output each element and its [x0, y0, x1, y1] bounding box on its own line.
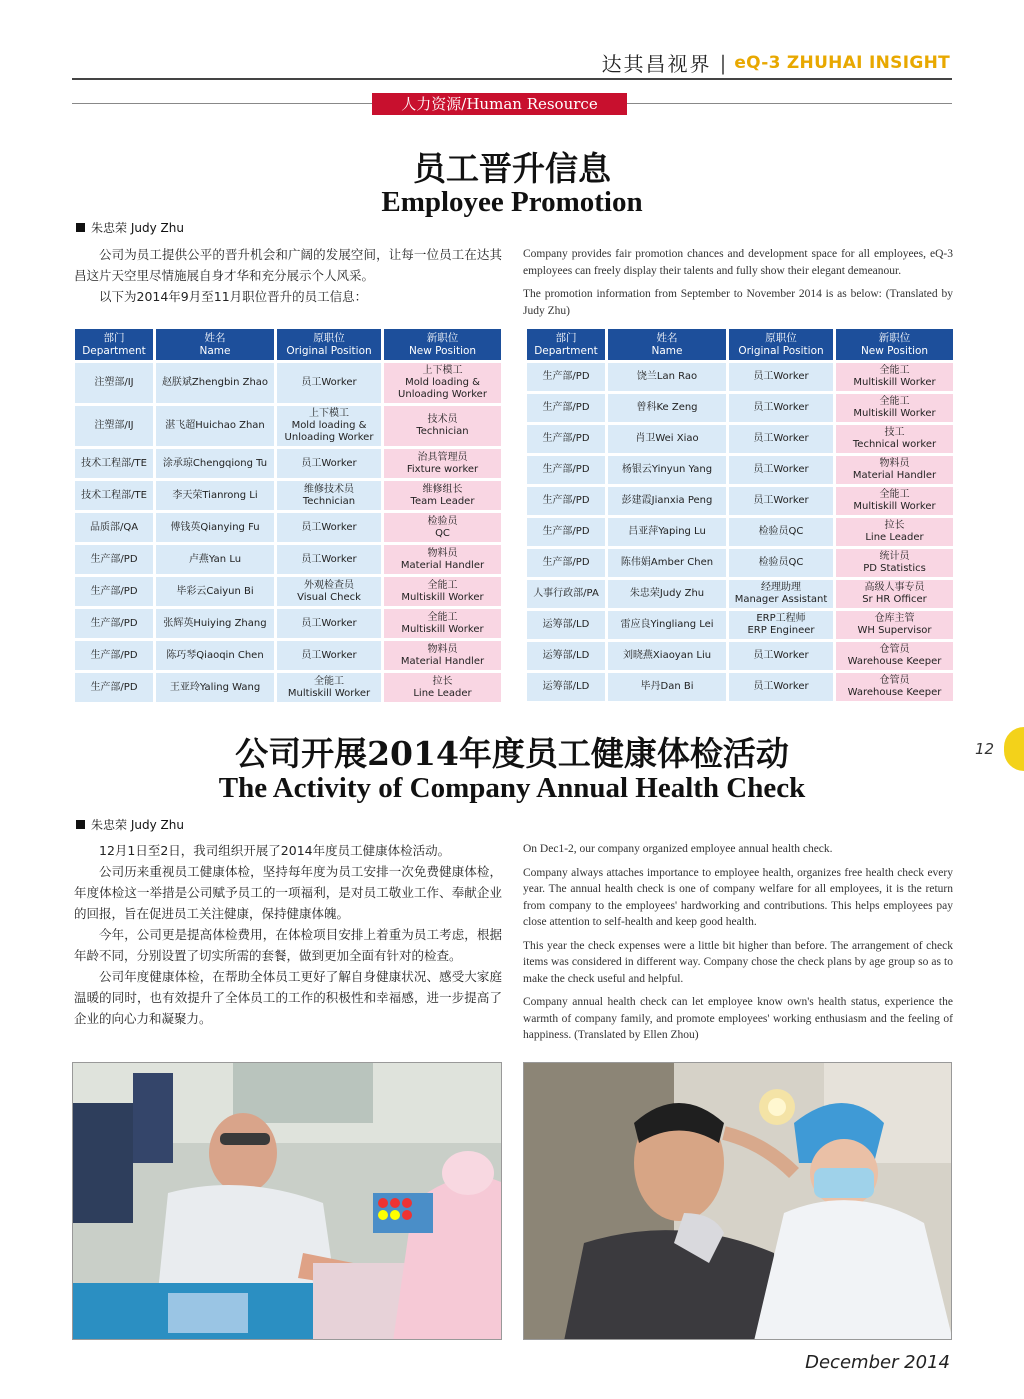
new-position-cell-line: 物料员	[879, 458, 910, 469]
eye-exam-photo	[523, 1062, 952, 1340]
new-position-cell	[836, 642, 953, 670]
brand-name-en: eQ-3 ZHUHAI INSIGHT	[734, 52, 950, 73]
new-position-cell-line: Warehouse Keeper	[847, 656, 942, 667]
department-cell: 运筹部/LD	[527, 673, 605, 701]
new-position-cell	[836, 363, 953, 391]
original-position-cell	[277, 609, 381, 638]
promotion-table-right	[524, 326, 956, 704]
new-position-cell-line: 统计员	[879, 551, 910, 562]
original-position-cell-line: Technician	[302, 495, 356, 507]
paragraph: 12月1日至2日，我司组织开展了2014年度员工健康体检活动。	[99, 843, 451, 858]
original-position-cell	[277, 449, 381, 478]
original-position-cell-line: 员工Worker	[301, 457, 357, 469]
original-position-cell-line: 员工Worker	[753, 402, 809, 413]
column-header	[608, 329, 726, 360]
original-position-cell-line: 员工Worker	[301, 649, 357, 661]
department-cell: 生产部/PD	[527, 425, 605, 453]
department-cell: 生产部/PD	[75, 577, 153, 606]
employee-name-cell: 彭建霞Jianxia Peng	[608, 487, 726, 515]
paragraph: 今年，公司更是提高体检费用，在体检项目安排上着重为员工考虑，根据年龄不同，分别设置了切实所需的套餐，做到更加全面有针对的检查。	[74, 927, 502, 963]
original-position-cell	[277, 641, 381, 670]
paragraph: Company always attaches importance to employee health, organizes free health check every year. The annual health check is one of company welfare for all employees, it is the return from company to the employees' hardworking and contributions. This helps employees pay close attention to self-health and keep good health.	[523, 866, 953, 928]
employee-name-cell: 毕丹Dan Bi	[608, 673, 726, 701]
paragraph: 公司年度健康体检，在帮助全体员工更好了解自身健康状况、感受大家庭温暖的同时，也有效提升了全体员工的工作的积极性和幸福感，进一步提高了企业的向心力和凝聚力。	[74, 969, 502, 1026]
paragraph: This year the check expenses were a little bit higher than before. The arrangement of check items was considered in different way. Company chose the check plans by age group so as to make the check useful and helpful.	[523, 939, 953, 985]
original-position-cell-line: 员工Worker	[753, 464, 809, 475]
column-header	[156, 329, 274, 360]
employee-name-cell: 曾科Ke Zeng	[608, 394, 726, 422]
new-position-cell-line: 全能工	[879, 489, 910, 500]
column-header-en: Department	[534, 344, 598, 357]
original-position-cell-line: 员工Worker	[753, 650, 809, 661]
new-position-cell	[384, 577, 501, 606]
original-position-cell-line: 员工Worker	[753, 495, 809, 506]
new-position-cell	[384, 545, 501, 574]
employee-name-cell: 湛飞超Huichao Zhan	[156, 406, 274, 446]
new-position-cell-line: Technical worker	[852, 439, 937, 450]
employee-name-cell: 毕彩云Caiyun Bi	[156, 577, 274, 606]
promotion-table-left	[72, 326, 504, 705]
paragraph: Company annual health check can let employee know own's health status, experience the warmth of company family, and promote employees' working enthusiasm and the feeling of happiness. (Translated by Ellen Zhou)	[523, 996, 953, 1041]
employee-name-cell: 赵朕斌Zhengbin Zhao	[156, 363, 274, 403]
paragraph: The promotion information from September to November 2014 is as below: (Translated by Judy Zhu)	[523, 288, 953, 317]
new-position-cell-line: Mold loading &	[405, 377, 480, 388]
employee-name-cell: 涂承琼Chengqiong Tu	[156, 449, 274, 478]
department-cell: 生产部/PD	[75, 641, 153, 670]
new-position-cell-line: 维修组长	[422, 483, 463, 495]
health-title-cn: 公司开展2014年度员工健康体检活动	[235, 734, 789, 773]
original-position-cell-line: 外观检查员	[304, 579, 354, 591]
new-position-cell	[836, 394, 953, 422]
column-header	[527, 329, 605, 360]
table-row	[75, 609, 501, 638]
new-position-cell-line: 仓管员	[879, 644, 910, 655]
original-position-cell-line: 经理助理	[761, 582, 801, 593]
original-position-cell-line: Unloading Worker	[284, 432, 374, 443]
column-header	[729, 329, 833, 360]
original-position-cell	[729, 549, 833, 577]
table-row	[75, 481, 501, 510]
new-position-cell-line: PD Statistics	[863, 563, 926, 574]
column-header	[836, 329, 953, 360]
table-row	[527, 549, 953, 577]
employee-name-cell: 陈巧琴Qiaoqin Chen	[156, 641, 274, 670]
health-title-en: The Activity of Company Annual Health Check	[218, 772, 806, 804]
department-cell: 人事行政部/PA	[527, 580, 605, 608]
new-position-cell-line: 检验员	[427, 515, 458, 527]
new-position-cell	[836, 518, 953, 546]
new-position-cell	[836, 456, 953, 484]
original-position-cell-line: 员工Worker	[301, 377, 357, 388]
new-position-cell-line: 拉长	[432, 675, 453, 687]
paragraph: 以下为2014年9月至11月职位晋升的员工信息：	[99, 289, 368, 304]
brand-separator: |	[719, 50, 727, 75]
new-position-cell-line: Technician	[416, 426, 469, 437]
original-position-cell	[277, 545, 381, 574]
promotion-title-en: Employee Promotion	[381, 186, 643, 218]
promotion-byline	[76, 219, 184, 236]
employee-name-cell: 陈伟娟Amber Chen	[608, 549, 726, 577]
new-position-cell-line: Multiskill Worker	[853, 501, 936, 512]
new-position-cell-line: Multiskill Worker	[853, 408, 936, 419]
column-header	[384, 329, 501, 360]
promotion-title-cn: 员工晋升信息	[413, 149, 611, 188]
department-cell: 生产部/PD	[527, 487, 605, 515]
table-row	[75, 363, 501, 403]
column-header	[75, 329, 153, 360]
column-header-en: Department	[82, 344, 146, 357]
new-position-cell	[384, 449, 501, 478]
original-position-cell-line: ERP Engineer	[747, 625, 815, 636]
employee-name-cell: 肖卫Wei Xiao	[608, 425, 726, 453]
original-position-cell	[729, 611, 833, 639]
section-banner: 人力资源/Human Resource	[372, 93, 627, 115]
column-header-cn: 新职位	[878, 331, 911, 344]
new-position-cell-line: Warehouse Keeper	[847, 687, 942, 698]
table-row	[527, 673, 953, 701]
table-row	[527, 518, 953, 546]
employee-name-cell: 杨银云Yinyun Yang	[608, 456, 726, 484]
table-row	[527, 394, 953, 422]
new-position-cell-line: 全能工	[427, 611, 458, 623]
new-position-cell-line: Line Leader	[413, 687, 472, 699]
new-position-cell-line: 高级人事专员	[864, 582, 925, 593]
health-cn-text	[74, 840, 502, 1029]
page-number: 12	[975, 740, 995, 758]
original-position-cell	[729, 363, 833, 391]
employee-name-cell: 饶兰Lan Rao	[608, 363, 726, 391]
original-position-cell	[729, 487, 833, 515]
new-position-cell-line: 全能工	[879, 365, 910, 376]
new-position-cell-line: Unloading Worker	[398, 389, 487, 400]
original-position-cell	[729, 425, 833, 453]
new-position-cell	[836, 425, 953, 453]
new-position-cell-line: 仓管员	[879, 675, 910, 686]
column-header-cn: 部门	[555, 331, 577, 344]
employee-name-cell: 刘晓燕Xiaoyan Liu	[608, 642, 726, 670]
original-position-cell-line: 员工Worker	[753, 371, 809, 382]
department-cell: 生产部/PD	[527, 394, 605, 422]
original-position-cell-line: 员工Worker	[753, 681, 809, 692]
department-cell: 品质部/QA	[75, 513, 153, 542]
department-cell: 生产部/PD	[75, 609, 153, 638]
new-position-cell-line: 拉长	[884, 520, 905, 531]
paragraph: On Dec1-2, our company organized employee annual health check.	[523, 843, 833, 855]
new-position-cell-line: 仓库主管	[874, 613, 915, 624]
new-position-cell	[836, 673, 953, 701]
department-cell: 注塑部/IJ	[75, 363, 153, 403]
column-header	[277, 329, 381, 360]
paragraph: 公司历来重视员工健康体检，坚持每年度为员工安排一次免费健康体检，年度体检这一举措是公司赋予员工的一项福利，是对员工敬业工作、奉献企业的回报，旨在促进员工关注健康，保持健康体魄。	[74, 864, 502, 921]
header-rule	[72, 78, 952, 80]
table-row	[75, 673, 501, 702]
original-position-cell	[729, 642, 833, 670]
new-position-cell-line: Material Handler	[400, 655, 485, 667]
column-header-cn: 新职位	[426, 331, 459, 344]
table-header-row	[75, 329, 501, 360]
table-row	[527, 456, 953, 484]
department-cell: 注塑部/IJ	[75, 406, 153, 446]
column-header-en: Name	[651, 344, 683, 357]
new-position-cell	[384, 406, 501, 446]
original-position-cell	[729, 580, 833, 608]
new-position-cell	[384, 363, 501, 403]
new-position-cell-line: 技术员	[427, 414, 458, 425]
employee-name-cell: 傅钱英Qianying Fu	[156, 513, 274, 542]
new-position-cell-line: 全能工	[879, 396, 910, 407]
table-row	[75, 406, 501, 446]
new-position-cell	[836, 549, 953, 577]
column-header-en: New Position	[408, 344, 477, 357]
column-header-cn: 原职位	[765, 331, 797, 344]
original-position-cell	[277, 513, 381, 542]
new-position-cell	[836, 611, 953, 639]
table-row	[527, 642, 953, 670]
column-header-cn: 部门	[103, 331, 125, 344]
new-position-cell-line: Multiskill Worker	[401, 623, 484, 635]
new-position-cell	[836, 580, 953, 608]
original-position-cell	[277, 577, 381, 606]
department-cell: 运筹部/LD	[527, 642, 605, 670]
table-header-row	[527, 329, 953, 360]
new-position-cell-line: 上下模工	[422, 365, 463, 376]
table-row	[75, 513, 501, 542]
new-position-cell-line: Multiskill Worker	[401, 591, 484, 603]
new-position-cell-line: QC	[435, 527, 450, 539]
table-row	[527, 425, 953, 453]
table-row	[527, 487, 953, 515]
original-position-cell-line: 员工Worker	[301, 553, 357, 565]
original-position-cell	[729, 394, 833, 422]
department-cell: 生产部/PD	[527, 363, 605, 391]
employee-name-cell: 吕亚萍Yaping Lu	[608, 518, 726, 546]
new-position-cell-line: Multiskill Worker	[853, 377, 936, 388]
health-author: 朱忠荣 Judy Zhu	[91, 818, 184, 832]
paragraph: 公司为员工提供公平的晋升机会和广阔的发展空间，让每一位员工在达其昌这片天空里尽情施展自身才华和充分展示个人风采。	[74, 247, 502, 283]
employee-name-cell: 王亚玲Yaling Wang	[156, 673, 274, 702]
department-cell: 运筹部/LD	[527, 611, 605, 639]
table-row	[527, 611, 953, 639]
department-cell: 生产部/PD	[75, 673, 153, 702]
new-position-cell-line: 物料员	[427, 547, 458, 559]
bullet-square-icon	[76, 820, 85, 829]
new-position-cell-line: WH Supervisor	[857, 625, 932, 636]
original-position-cell-line: 全能工	[314, 675, 344, 687]
original-position-cell-line: 维修技术员	[304, 483, 354, 495]
original-position-cell-line: 员工Worker	[301, 617, 357, 629]
new-position-cell-line: 物料员	[427, 643, 458, 655]
eye-exam-illustration	[524, 1063, 952, 1340]
new-position-cell	[384, 641, 501, 670]
original-position-cell	[277, 406, 381, 446]
column-header-en: New Position	[860, 344, 929, 357]
original-position-cell	[729, 518, 833, 546]
department-cell: 生产部/PD	[527, 549, 605, 577]
original-position-cell-line: 检验员QC	[758, 557, 804, 568]
magazine-header	[602, 48, 950, 77]
new-position-cell	[384, 513, 501, 542]
blood-draw-illustration	[73, 1063, 502, 1340]
new-position-cell-line: 技工	[884, 427, 905, 438]
new-position-cell-line: 治具管理员	[417, 451, 468, 463]
table-row	[75, 641, 501, 670]
original-position-cell	[729, 673, 833, 701]
new-position-cell	[384, 673, 501, 702]
column-header-en: Original Position	[286, 344, 372, 357]
department-cell: 生产部/PD	[527, 518, 605, 546]
employee-name-cell: 李天荣Tianrong Li	[156, 481, 274, 510]
employee-name-cell: 朱忠荣Judy Zhu	[608, 580, 726, 608]
column-header-en: Original Position	[738, 344, 824, 357]
original-position-cell-line: Manager Assistant	[734, 594, 828, 605]
original-position-cell-line: 员工Worker	[753, 433, 809, 444]
new-position-cell-line: Line Leader	[865, 532, 924, 543]
promotion-en-text	[523, 246, 953, 326]
original-position-cell-line: 检验员QC	[758, 526, 804, 537]
department-cell: 技术工程部/TE	[75, 449, 153, 478]
original-position-cell-line: Mold loading &	[291, 420, 367, 431]
promotion-author: 朱忠荣 Judy Zhu	[91, 221, 184, 235]
issue-date: December 2014	[805, 1352, 950, 1373]
column-header-en: Name	[199, 344, 231, 357]
original-position-cell	[729, 456, 833, 484]
paragraph: Company provides fair promotion chances and development space for all employees, eQ-3 employees can freely display their talents and fully show their elegant demeanour.	[523, 248, 953, 277]
original-position-cell	[277, 673, 381, 702]
new-position-cell-line: Material Handler	[400, 559, 485, 571]
brand-name-cn: 达其昌视界	[601, 52, 712, 76]
new-position-cell-line: Sr HR Officer	[862, 594, 927, 605]
table-row	[527, 363, 953, 391]
column-header-cn: 姓名	[204, 331, 226, 344]
department-cell: 生产部/PD	[75, 545, 153, 574]
promotion-cn-text	[74, 244, 502, 307]
employee-name-cell: 雷应良Yingliang Lei	[608, 611, 726, 639]
department-cell: 技术工程部/TE	[75, 481, 153, 510]
health-en-text	[523, 841, 953, 1051]
employee-name-cell: 卢燕Yan Lu	[156, 545, 274, 574]
table-row	[75, 449, 501, 478]
employee-name-cell: 张辉英Huiying Zhang	[156, 609, 274, 638]
new-position-cell	[384, 481, 501, 510]
new-position-cell-line: 全能工	[427, 579, 458, 591]
original-position-cell	[277, 481, 381, 510]
original-position-cell	[277, 363, 381, 403]
bullet-square-icon	[76, 223, 85, 232]
original-position-cell-line: Visual Check	[297, 591, 361, 603]
table-row	[527, 580, 953, 608]
health-byline	[76, 816, 184, 833]
department-cell: 生产部/PD	[527, 456, 605, 484]
original-position-cell-line: ERP工程师	[756, 613, 806, 624]
table-row	[75, 545, 501, 574]
column-header-cn: 姓名	[656, 331, 678, 344]
new-position-cell-line: Team Leader	[410, 495, 475, 507]
table-row	[75, 577, 501, 606]
new-position-cell-line: Fixture worker	[406, 463, 479, 475]
original-position-cell-line: 上下模工	[309, 408, 349, 419]
new-position-cell-line: Material Handler	[852, 470, 937, 481]
new-position-cell	[384, 609, 501, 638]
original-position-cell-line: 员工Worker	[301, 521, 357, 533]
blood-draw-photo	[72, 1062, 502, 1340]
original-position-cell-line: Multiskill Worker	[287, 687, 371, 699]
column-header-cn: 原职位	[313, 331, 345, 344]
new-position-cell	[836, 487, 953, 515]
